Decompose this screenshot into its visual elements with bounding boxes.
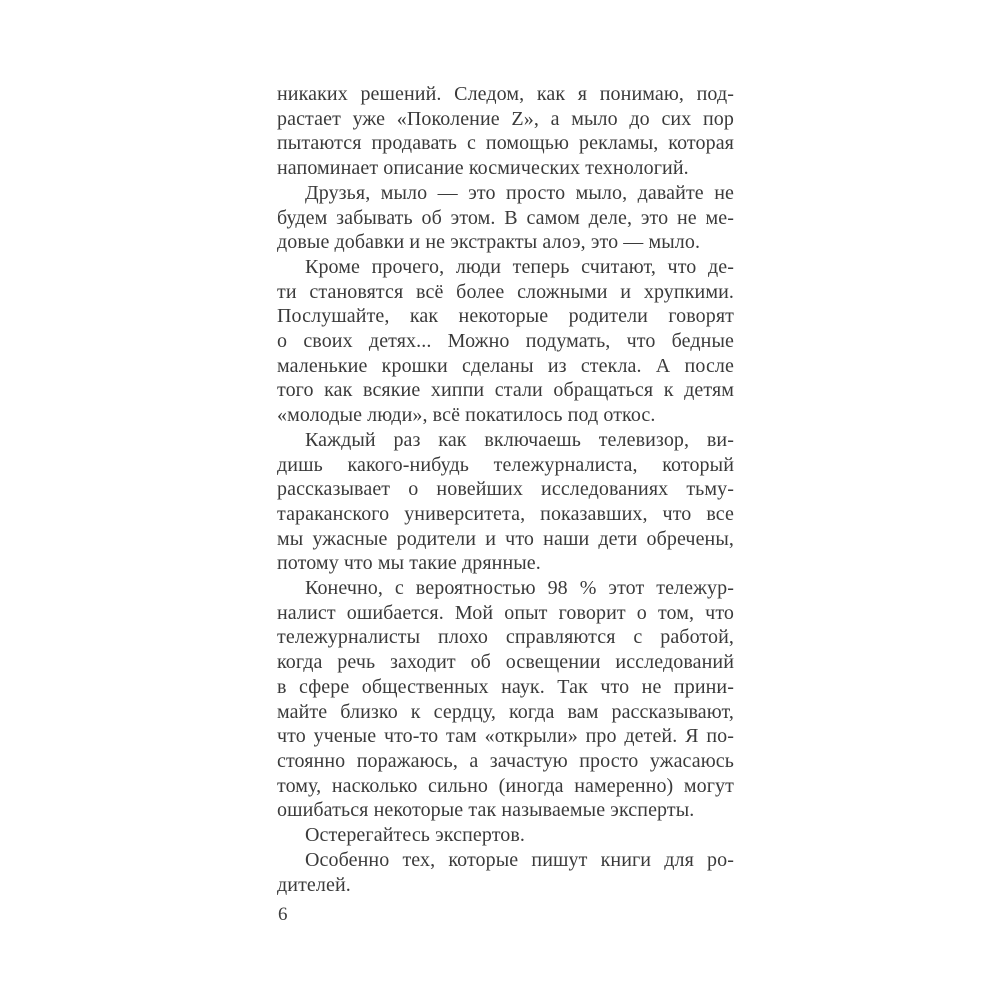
text-line: напоминает описание космических технологий. [277,157,689,180]
text-line: Остерегайтесь экспертов. [305,824,526,847]
page-text [277,82,734,897]
text-line: Послушайте, как некоторые родители говорят [277,305,734,328]
text-line: когда речь заходит об освещении исследований [277,651,734,674]
text-line: растает уже «Поколение Z», а мыло до сих пор [277,107,734,130]
text-line: довые добавки и не экстракты алоэ, это — мыло. [277,231,701,254]
text-line: Кроме прочего, люди теперь считают, что де- [305,255,734,278]
paragraph [277,255,734,428]
paragraph [277,181,734,255]
paragraph [277,428,734,576]
text-line: в сфере общественных наук. Так что не прини- [277,675,734,698]
text-line: Особенно тех, которые пишут книги для ро- [305,848,734,871]
text-line: того как всякие хиппи стали обращаться к детям [277,379,734,402]
text-line: потому что мы такие дрянные. [277,552,541,575]
page-number: 6 [278,904,288,925]
text-line: Каждый раз как включаешь телевизор, ви- [305,428,734,451]
text-line: ошибаться некоторые так называемые эксперты. [277,799,695,822]
text-line: «молодые люди», всё покатилось под откос. [277,404,656,427]
paragraph [277,848,734,897]
text-line: майте близко к сердцу, когда вам рассказывают, [277,700,734,723]
paragraph [277,576,734,823]
text-line: мы ужасные родители и что наши дети обречены, [277,527,734,550]
text-line: будем забывать об этом. В самом деле, это не ме- [277,206,734,229]
text-line: ти становятся всё более сложными и хрупкими. [277,280,734,303]
text-line: Конечно, с вероятностью 98 % этот тележур- [305,577,734,600]
text-line: пытаются продавать с помощью рекламы, которая [277,132,734,155]
text-line: что ученые что-то там «открыли» про детей. Я по- [277,725,734,748]
text-line: тараканского университета, показавших, что все [277,502,734,525]
text-line: налист ошибается. Мой опыт говорит о том, что [277,601,734,624]
text-line: о своих детях... Можно подумать, что бедные [277,330,734,353]
text-line: стоянно поражаюсь, а зачастую просто ужасаюсь [277,749,734,772]
text-line: тому, насколько сильно (иногда намеренно) могут [277,774,734,797]
paragraph [277,823,734,848]
text-line: тележурналисты плохо справляются с работой, [277,626,734,649]
text-line: дителей. [277,873,351,896]
text-line: никаких решений. Следом, как я понимаю, под- [277,83,734,105]
text-line: Друзья, мыло — это просто мыло, давайте не [305,181,734,204]
paragraph [277,82,734,181]
text-line: дишь какого-нибудь тележурналиста, который [277,453,734,476]
text-line: рассказывает о новейших исследованиях тьму- [277,478,734,501]
text-line: маленькие крошки сделаны из стекла. А после [277,354,734,377]
